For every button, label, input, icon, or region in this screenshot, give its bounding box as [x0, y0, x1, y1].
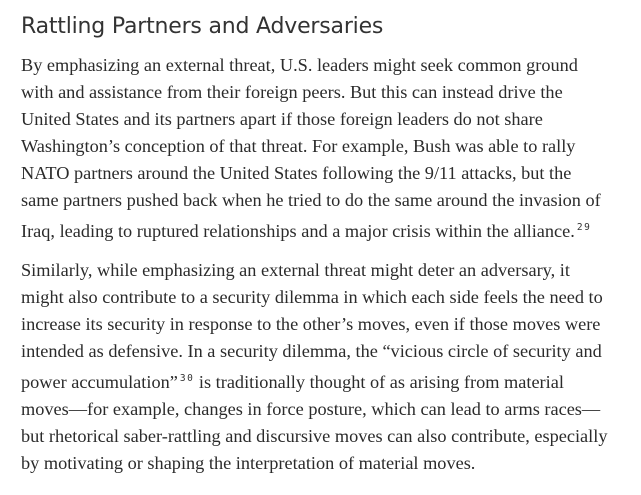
- paragraph-2-line: moves—for example, changes in force posture, which can lead to arms races—: [21, 399, 601, 419]
- section-heading: Rattling Partners and Adversaries: [21, 14, 384, 39]
- paragraph-2-line: by motivating or shaping the interpretation of material moves.: [21, 453, 476, 473]
- paragraph-1-line-text: Iraq, leading to ruptured relationships and a major crisis within the alliance.: [21, 221, 575, 241]
- paragraph-2-line: increase its security in response to the other’s moves, even if those moves were: [21, 314, 601, 334]
- paragraph-2-line: Similarly, while emphasizing an external threat might deter an adversary, it: [21, 260, 570, 280]
- paragraph-2-line: might also contribute to a security dilemma in which each side feels the need to: [21, 287, 603, 307]
- footnote-29-link[interactable]: 29: [576, 222, 592, 233]
- paragraph-1-line: same partners pushed back when he tried to do the same around the invasion of: [21, 190, 601, 210]
- paragraph-1-line: By emphasizing an external threat, U.S. leaders might seek common ground: [21, 55, 578, 75]
- paragraph-1-line: United States and its partners apart if those foreign leaders do not share: [21, 109, 543, 129]
- paragraph-2-line: intended as defensive. In a security dilemma, the “vicious circle of security and: [21, 341, 602, 361]
- paragraph-1-line: with and assistance from their foreign peers. But this can instead drive the: [21, 82, 563, 102]
- article-section: [21, 12, 633, 489]
- paragraph-2-line-with-footnote: [21, 365, 633, 396]
- paragraph-1: [21, 52, 633, 245]
- paragraph-2-line-text: power accumulation”: [21, 372, 178, 392]
- paragraph-2-line: but rhetorical saber-rattling and discursive moves can also contribute, especially: [21, 426, 608, 446]
- paragraph-2-line-text: is traditionally thought of as arising from material: [194, 372, 564, 392]
- paragraph-1-line-last: [21, 214, 633, 245]
- paragraph-1-line: Washington’s conception of that threat. For example, Bush was able to rally: [21, 136, 576, 156]
- paragraph-2: [21, 257, 633, 477]
- paragraph-1-line: NATO partners around the United States following the 9/11 attacks, but the: [21, 163, 572, 183]
- footnote-30-link[interactable]: 30: [179, 373, 195, 384]
